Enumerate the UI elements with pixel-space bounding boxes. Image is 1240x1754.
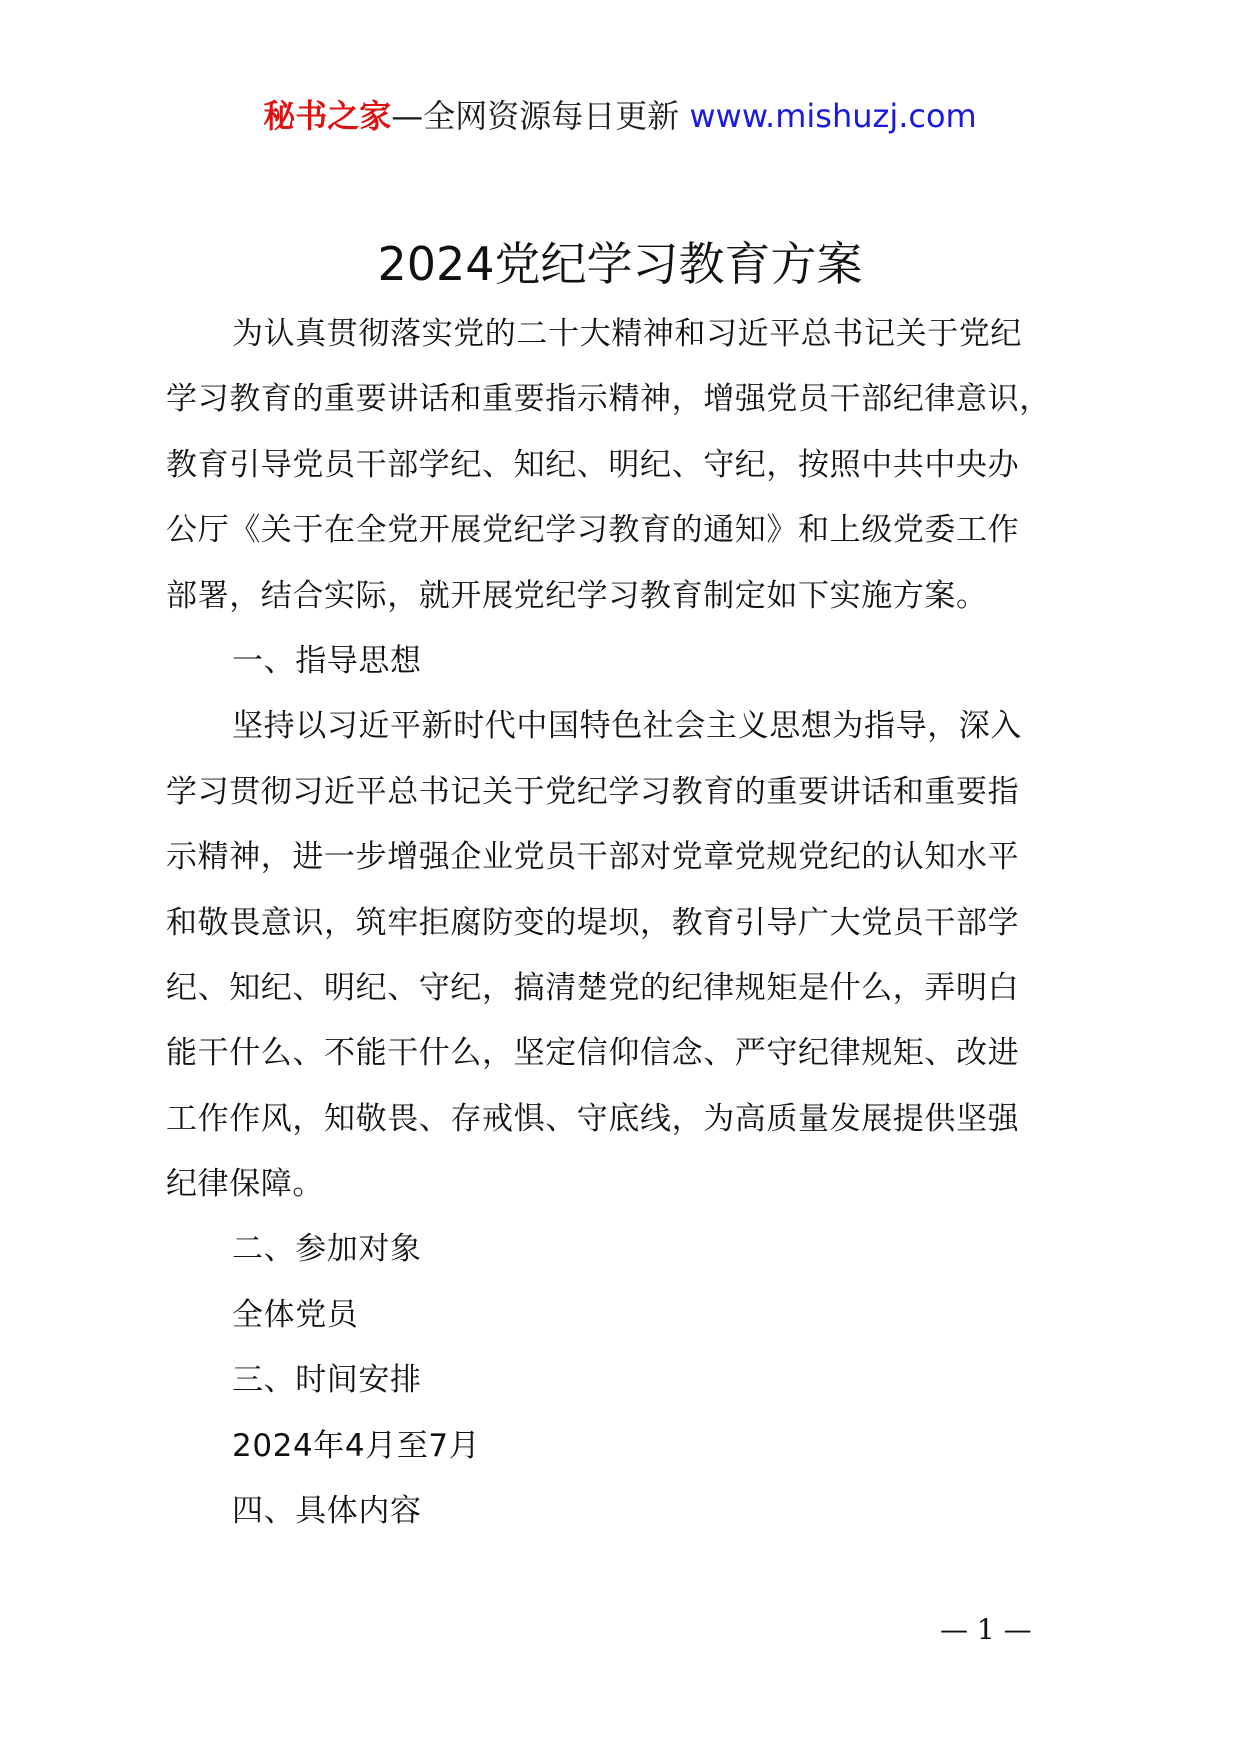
paragraph-line: 2024年4月至7月 (232, 1427, 481, 1464)
paragraph-line: 纪、知纪、明纪、守纪，搞清楚党的纪律规矩是什么，弄明白 (166, 969, 1020, 1006)
paragraph-line: 学习教育的重要讲话和重要指示精神，增强党员干部纪律意识， (166, 381, 1051, 418)
paragraph-line: 示精神，进一步增强企业党员干部对党章党规党纪的认知水平 (166, 839, 1020, 876)
paragraph-line: 工作作风，知敬畏、存戒惧、守底线，为高质量发展提供坚强 (166, 1100, 1020, 1137)
paragraph-line: 和敬畏意识，筑牢拒腐防变的堤坝，教育引导广大党员干部学 (166, 904, 1020, 941)
paragraph-line: 公厅《关于在全党开展党纪学习教育的通知》和上级党委工作 (166, 512, 1020, 549)
paragraph-line: 能干什么、不能干什么，坚定信仰信念、严守纪律规矩、改进 (166, 1035, 1020, 1072)
section-heading: 四、具体内容 (232, 1493, 422, 1530)
site-header (0, 96, 1240, 136)
page-number: — 1 — (940, 1613, 1032, 1646)
paragraph-line: 坚持以习近平新时代中国特色社会主义思想为指导，深入 (232, 708, 1022, 745)
section-heading: 二、参加对象 (232, 1231, 422, 1268)
site-brand: 秘书之家 (263, 97, 392, 135)
document-title: 2024党纪学习教育方案 (377, 237, 863, 291)
site-url-link[interactable]: www.mishuzj.com (689, 97, 977, 135)
section-heading: 一、指导思想 (232, 642, 422, 679)
site-slogan: —全网资源每日更新 (391, 97, 680, 135)
document-body (166, 302, 1086, 1544)
paragraph-line: 为认真贯彻落实党的二十大精神和习近平总书记关于党纪 (232, 316, 1022, 352)
paragraph-line: 部署，结合实际，就开展党纪学习教育制定如下实施方案。 (166, 577, 988, 614)
paragraph-line: 全体党员 (232, 1296, 359, 1333)
section-heading: 三、时间安排 (232, 1362, 422, 1399)
paragraph-line: 学习贯彻习近平总书记关于党纪学习教育的重要讲话和重要指 (166, 773, 1020, 810)
paragraph-line: 教育引导党员干部学纪、知纪、明纪、守纪，按照中共中央办 (166, 446, 1020, 483)
paragraph-line: 纪律保障。 (166, 1166, 324, 1203)
